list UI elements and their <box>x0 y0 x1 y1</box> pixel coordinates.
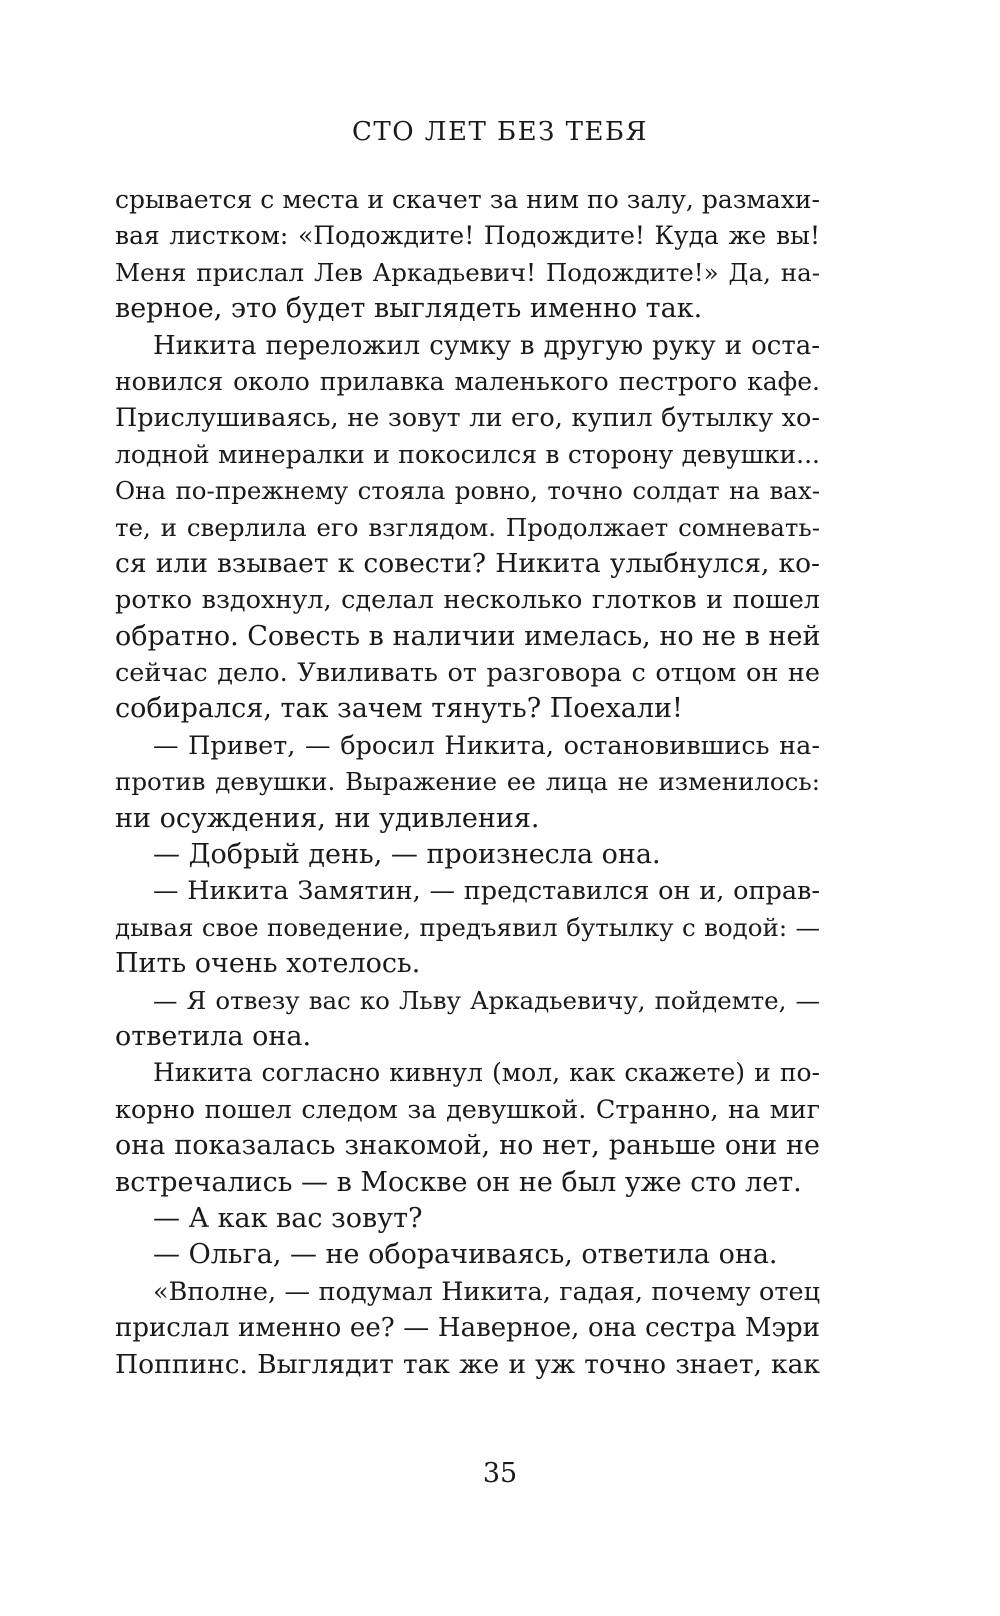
text-line: — Никита Замятин, — представился он и, оправ- <box>153 876 820 907</box>
text-line: вая листком: «Подождите! Подождите! Куда же вы! <box>115 221 820 251</box>
text-line: Пить очень хотелось. <box>115 948 421 980</box>
text-line: против девушки. Выражение ее лица не изменилось: <box>115 767 820 797</box>
text-line: дывая свое поведение, предъявил бутылку с водой: — <box>115 912 820 942</box>
text-line: — А как вас зовут? <box>153 1202 423 1234</box>
text-line: ся или взывает к совести? Никита улыбнулся, ко- <box>115 547 820 579</box>
text-line: срывается с места и скачет за ним по залу, размахи- <box>115 185 820 214</box>
text-line: — Ольга, — не оборачиваясь, ответила она. <box>153 1239 778 1271</box>
text-line: обратно. Совесть в наличии имелась, но не в ней <box>115 620 821 652</box>
text-line: Она по-прежнему стояла ровно, точно солдат на вах- <box>115 476 820 506</box>
text-line: Никита переложил сумку в другую руку и оста- <box>153 330 820 361</box>
text-line: корно пошел следом за девушкой. Странно, на миг <box>115 1094 820 1125</box>
text-line: — Привет, — бросил Никита, остановившись на- <box>153 730 820 761</box>
text-line: встречались — в Москве он не был уже сто лет. <box>115 1166 802 1198</box>
text-line: она показалась знакомой, но нет, раньше они не <box>115 1130 820 1162</box>
page-number: 35 <box>482 1458 518 1489</box>
body-text <box>115 182 820 1383</box>
text-line: те, и сверлила его взглядом. Продолжает сомневать- <box>115 512 820 542</box>
text-line: ответила она. <box>115 1020 312 1052</box>
text-line: лодной минералки и покосился в сторону девушки... <box>115 439 820 469</box>
text-line: сейчас дело. Увиливать от разговора с отцом он не <box>115 658 820 689</box>
text-line: прислал именно ее? — Наверное, она сестра Мэри <box>115 1313 820 1344</box>
text-line: Поппинс. Выглядит так же и уж точно знает, как <box>115 1348 820 1380</box>
text-line: Прислушиваясь, не зовут ли его, купил бутылку хо- <box>115 403 820 434</box>
text-line: «Вполне, — подумал Никита, гадая, почему отец <box>153 1276 820 1307</box>
running-head-title: СТО ЛЕТ БЕЗ ТЕБЯ <box>351 117 649 147</box>
text-line: ротко вздохнул, сделал несколько глотков и пошел <box>115 585 820 616</box>
text-line: — Добрый день, — произнесла она. <box>153 839 661 871</box>
text-line: новился около прилавка маленького пестрого кафе. <box>115 366 820 396</box>
text-line: верное, это будет выглядеть именно так. <box>115 293 703 325</box>
text-line: собирался, так зачем тянуть? Поехали! <box>115 693 683 725</box>
text-line: — Я отвезу вас ко Льву Аркадьевичу, пойдемте, — <box>153 985 820 1015</box>
text-line: ни осуждения, ни удивления. <box>115 802 540 834</box>
text-line: Меня прислал Лев Аркадьевич! Подождите!» Да, на- <box>115 257 820 287</box>
text-line: Никита согласно кивнул (мол, как скажете) и по- <box>153 1058 820 1088</box>
